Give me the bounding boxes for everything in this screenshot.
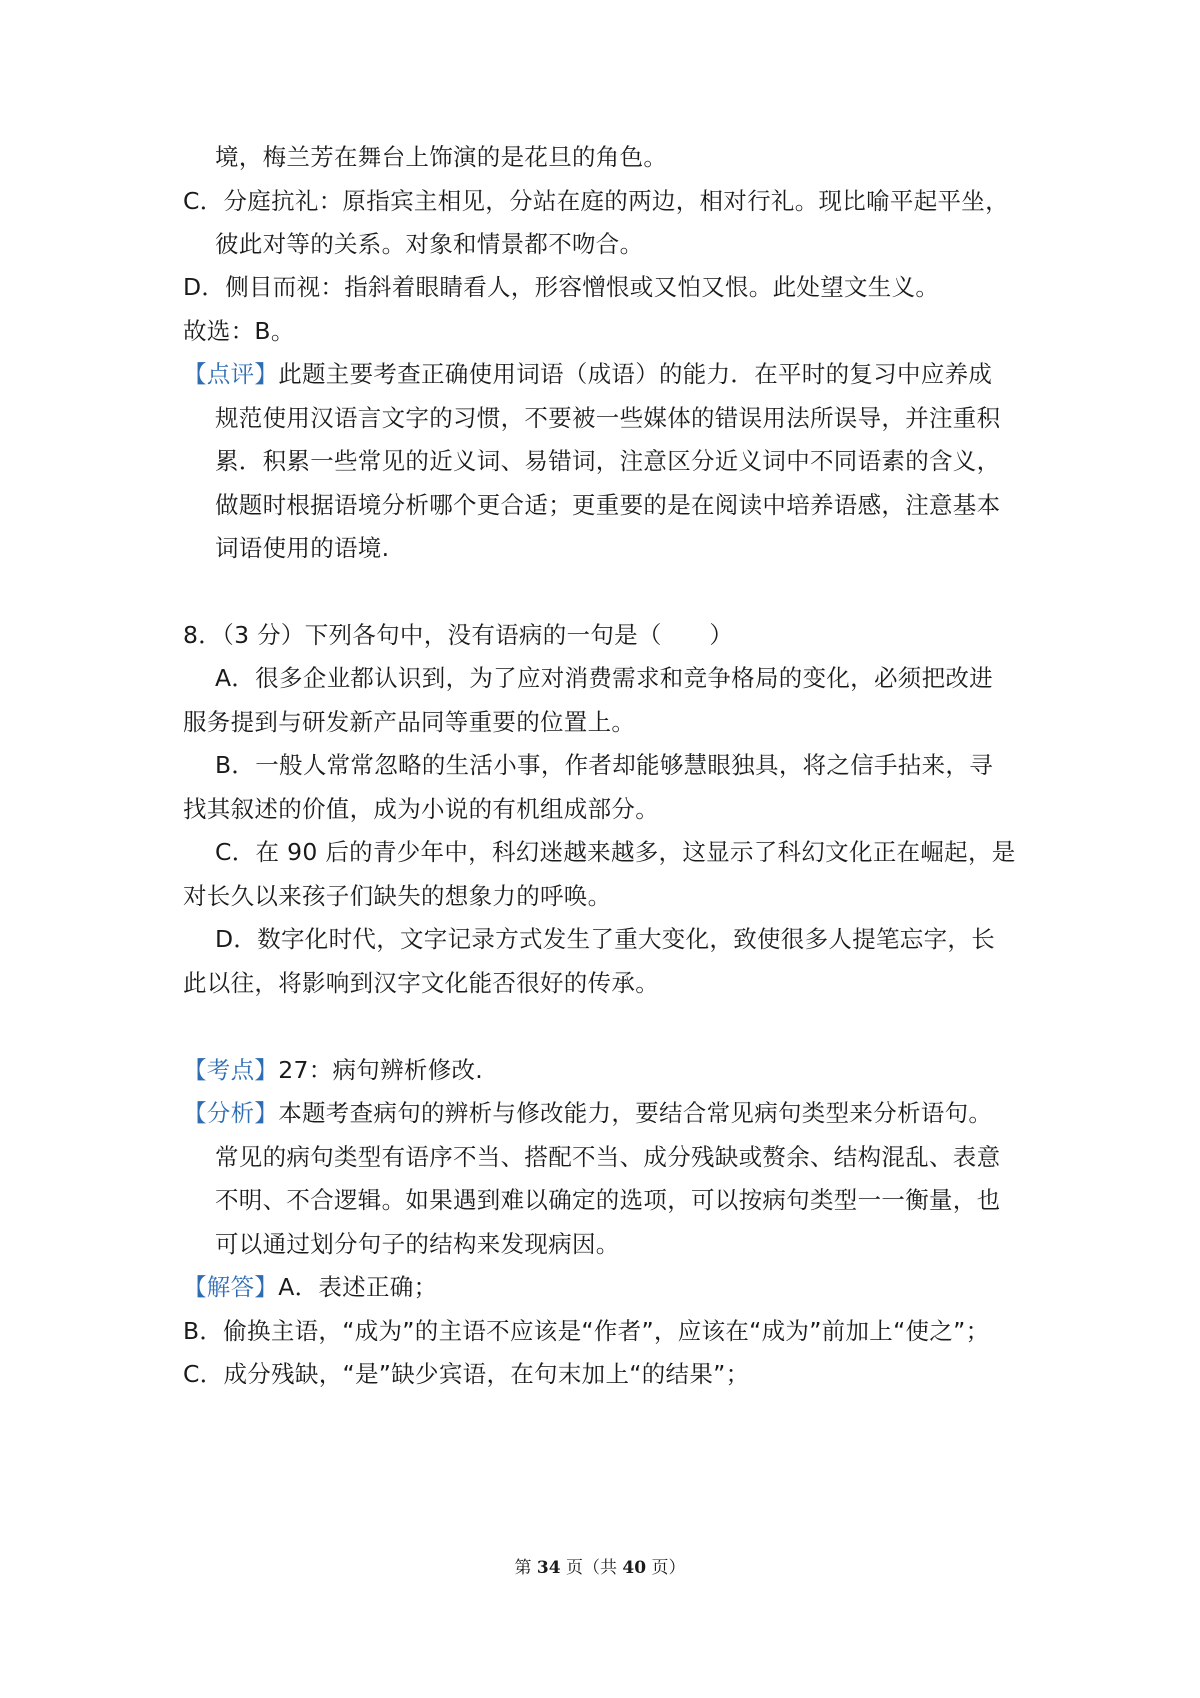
text-line: 做题时根据语境分析哪个更合适；更重要的是在阅读中培养语感，注意基本 (215, 491, 1001, 519)
option-d-line: D．数字化时代，文字记录方式发生了重大变化，致使很多人提笔忘字，长 (215, 925, 995, 953)
question-title: 8．（3 分）下列各句中，没有语病的一句是（ ） (183, 621, 734, 649)
text-line: C．成分残缺，“是”缺少宾语，在句末加上“的结果”； (183, 1360, 750, 1388)
text-line: B．偷换主语，“成为”的主语不应该是“作者”，应该在“成为”前加上“使之”； (183, 1317, 990, 1345)
text-line: 服务提到与研发新产品同等重要的位置上。 (183, 708, 636, 736)
footer-middle: 页（共 (566, 1558, 617, 1578)
analysis-tag: 【分析】 (183, 1099, 279, 1127)
answer-line (183, 1272, 1063, 1302)
text-line: 常见的病句类型有语序不当、搭配不当、成分残缺或赘余、结构混乱、表意 (215, 1143, 1001, 1171)
text-line: 词语使用的语境. (215, 534, 390, 562)
footer-page-number: 34 (536, 1558, 561, 1578)
kaodian-tag: 【考点】 (183, 1056, 279, 1084)
text-line: D．侧目而视：指斜着眼睛看人，形容憎恨或又怕又恨。此处望文生义。 (183, 273, 940, 301)
option-b-line: B．一般人常常忽略的生活小事，作者却能够慧眼独具，将之信手拈来，寻 (215, 751, 994, 779)
kaodian-line (183, 1055, 1063, 1085)
text-line: 境，梅兰芳在舞台上饰演的是花旦的角色。 (215, 143, 668, 171)
kaodian-text: 27：病句辨析修改. (278, 1056, 484, 1084)
footer-suffix: 页） (651, 1558, 686, 1578)
analysis-line (183, 1098, 1063, 1128)
text-line: 不明、不合逻辑。如果遇到难以确定的选项，可以按病句类型一一衡量，也 (215, 1186, 1001, 1214)
text-line: 找其叙述的价值，成为小说的有机组成部分。 (183, 795, 659, 823)
answer-text: A．表述正确； (278, 1273, 438, 1301)
text-line: 规范使用汉语言文字的习惯，不要被一些媒体的错误用法所误导，并注重积 (215, 404, 1001, 432)
text-line: 可以通过划分句子的结构来发现病因。 (215, 1230, 620, 1258)
text-line: 对长久以来孩子们缺失的想象力的呼唤。 (183, 882, 612, 910)
footer-total-pages: 40 (622, 1558, 647, 1578)
footer-prefix: 第 (514, 1558, 532, 1578)
page-footer (0, 1557, 1200, 1579)
answer-tag: 【解答】 (183, 1273, 279, 1301)
text-line: 此以往，将影响到汉字文化能否很好的传承。 (183, 969, 659, 997)
comment-tag: 【点评】 (183, 360, 279, 388)
comment-heading-line (183, 359, 1063, 389)
comment-text: 此题主要考查正确使用词语（成语）的能力．在平时的复习中应养成 (278, 360, 993, 388)
analysis-text: 本题考查病句的辨析与修改能力，要结合常见病句类型来分析语句。 (278, 1099, 993, 1127)
text-line: C．分庭抗礼：原指宾主相见，分站在庭的两边，相对行礼。现比喻平起平坐， (183, 187, 1009, 215)
text-line: 故选：B。 (183, 317, 295, 345)
option-a-line: A．很多企业都认识到，为了应对消费需求和竞争格局的变化，必须把改进 (215, 664, 993, 692)
text-line: 彼此对等的关系。对象和情景都不吻合。 (215, 230, 644, 258)
option-c-line: C．在 90 后的青少年中，科幻迷越来越多，这显示了科幻文化正在崛起，是 (215, 838, 1016, 866)
text-line: 累．积累一些常见的近义词、易错词，注意区分近义词中不同语素的含义， (215, 447, 1001, 475)
